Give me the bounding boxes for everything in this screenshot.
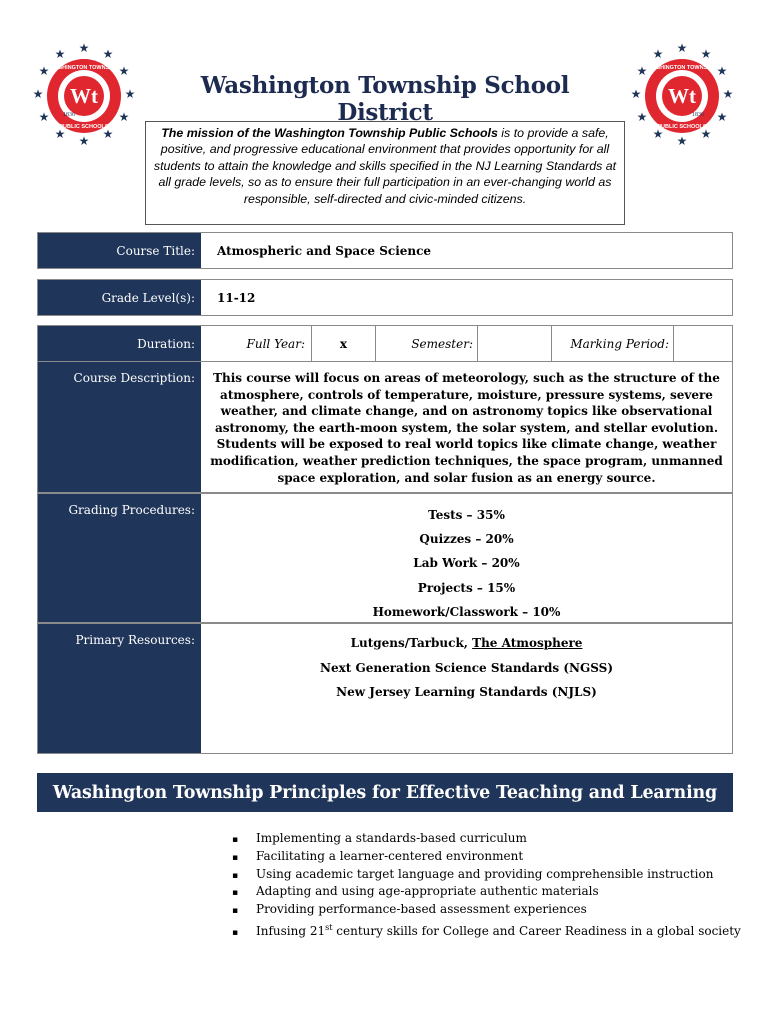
description-line: Students will be exposed to real world topics like climate change, weather	[216, 437, 717, 452]
mission-statement	[145, 121, 625, 225]
district-logo-right	[632, 42, 732, 147]
principle-text: Providing performance-based assessment experiences	[256, 902, 587, 917]
description-line: weather, and climate change, and on astronomy topics like observational	[220, 404, 713, 419]
svg-text:★: ★	[636, 64, 648, 78]
logo-year: 1836	[63, 112, 75, 118]
resources-list	[201, 624, 732, 753]
svg-text:★: ★	[78, 41, 90, 55]
page-title: Washington Township School District	[200, 72, 570, 126]
grade-level-label: Grade Level(s):	[38, 280, 201, 315]
logo-year: 1836	[692, 112, 704, 118]
svg-text:★: ★	[102, 127, 114, 141]
svg-text:★: ★	[78, 134, 90, 148]
resource-item	[201, 631, 732, 656]
logo-monogram: Wt	[70, 84, 98, 108]
grading-item: Homework/Classwork – 10%	[372, 604, 561, 619]
mission-lead: The mission of the Washington Township Public Schools	[161, 126, 498, 140]
description-line: modification, weather prediction techniques, the space program, unmanned	[210, 453, 723, 468]
svg-text:★: ★	[54, 47, 66, 61]
principle-text: Infusing 21st century skills for College and Career Readiness in a global society	[256, 922, 741, 938]
course-title-label: Course Title:	[38, 233, 201, 268]
description-line: atmosphere, controls of temperature, moisture, pressure systems, severe	[220, 387, 713, 402]
svg-text:★: ★	[722, 87, 734, 101]
course-description-text	[201, 362, 732, 492]
svg-text:★: ★	[716, 64, 728, 78]
grading-item: Quizzes – 20%	[419, 532, 514, 547]
resource-item: New Jersey Learning Standards (NJLS)	[336, 685, 597, 700]
grade-level-value: 11-12	[217, 290, 256, 305]
bullet-icon: ▪	[232, 906, 239, 917]
course-title-value: Atmospheric and Space Science	[217, 243, 432, 258]
principle-text: Implementing a standards-based curriculum	[256, 831, 527, 845]
bullet-icon: ▪	[232, 870, 239, 881]
grading-procedures-row	[37, 493, 733, 623]
grading-procedures-label: Grading Procedures:	[68, 503, 195, 517]
description-line: space exploration, and solar fusion as an energy source.	[277, 470, 656, 485]
svg-text:★: ★	[676, 41, 688, 55]
resource-book-title: The Atmosphere	[472, 636, 583, 650]
district-logo-left	[34, 42, 134, 147]
mission-body: is to provide a safe, positive, and progressive educational environment that provides opportunity for all students to attain the knowledge and skills specified in the NJ Learning Standards at all grade levels, so as to ensure their full participation in an ever-changing world as responsible, self-directed and civic-minded citizens.	[153, 126, 617, 206]
svg-text:★: ★	[124, 87, 136, 101]
svg-text:★: ★	[38, 64, 50, 78]
svg-text:★: ★	[118, 64, 130, 78]
svg-text:★: ★	[700, 47, 712, 61]
svg-text:★: ★	[716, 110, 728, 124]
logo-text-bottom: PUBLIC SCHOOLS	[59, 124, 109, 130]
svg-text:★: ★	[636, 110, 648, 124]
primary-resources-label: Primary Resources:	[75, 633, 195, 647]
full-year-mark: x	[312, 326, 376, 361]
logo-text-bottom: PUBLIC SCHOOLS	[657, 124, 707, 130]
principle-text: Using academic target language and providing comprehensible instruction	[256, 866, 714, 881]
svg-text:★: ★	[102, 47, 114, 61]
svg-text:★: ★	[652, 127, 664, 141]
duration-label: Duration:	[38, 326, 201, 361]
bullet-icon: ▪	[232, 835, 239, 845]
bullet-icon: ▪	[232, 852, 239, 863]
full-year-label: Full Year:	[201, 326, 312, 361]
svg-text:★: ★	[700, 127, 712, 141]
primary-resources-row	[37, 623, 733, 754]
marking-period-mark	[674, 326, 732, 361]
course-title-row	[37, 232, 733, 269]
duration-row	[37, 325, 733, 361]
principles-heading: Washington Township Principles for Effective Teaching and Learning	[37, 773, 733, 812]
svg-text:★: ★	[38, 110, 50, 124]
principle-item	[232, 830, 741, 848]
resource-authors: Lutgens/Tarbuck,	[350, 636, 473, 650]
description-line: astronomy, the earth-moon system, the solar system, and stellar evolution.	[214, 420, 719, 435]
logo-text-top: WASHINGTON TOWNSHIP	[647, 65, 717, 71]
principle-item	[232, 901, 741, 919]
grade-level-row	[37, 279, 733, 316]
principle-item	[232, 866, 741, 884]
bullet-icon: ▪	[232, 888, 239, 899]
semester-label: Semester:	[376, 326, 478, 361]
grading-item: Lab Work – 20%	[413, 556, 520, 571]
svg-text:★: ★	[118, 110, 130, 124]
grading-item: Projects – 15%	[417, 580, 516, 595]
principle-item	[232, 919, 741, 937]
svg-text:★: ★	[630, 87, 642, 101]
principle-item	[232, 848, 741, 866]
course-description-row	[37, 361, 733, 493]
logo-text-top: WASHINGTON TOWNSHIP	[49, 65, 119, 71]
resource-item: Next Generation Science Standards (NGSS)	[320, 660, 613, 675]
svg-text:★: ★	[676, 134, 688, 148]
description-line: This course will focus on areas of meteorology, such as the structure of the	[213, 371, 720, 385]
grading-list	[201, 494, 732, 622]
svg-text:★: ★	[652, 47, 664, 61]
principles-list	[232, 830, 741, 937]
svg-text:★: ★	[32, 87, 44, 101]
principle-text: Facilitating a learner-centered environment	[256, 848, 524, 863]
grading-item: Tests – 35%	[428, 508, 505, 522]
principle-item	[232, 883, 741, 901]
svg-text:★: ★	[54, 127, 66, 141]
course-description-label: Course Description:	[73, 371, 195, 385]
marking-period-label: Marking Period:	[552, 326, 674, 361]
semester-mark	[478, 326, 552, 361]
logo-monogram: Wt	[668, 84, 696, 108]
principle-text: Adapting and using age-appropriate authentic materials	[256, 884, 599, 899]
bullet-icon: ▪	[232, 927, 239, 938]
